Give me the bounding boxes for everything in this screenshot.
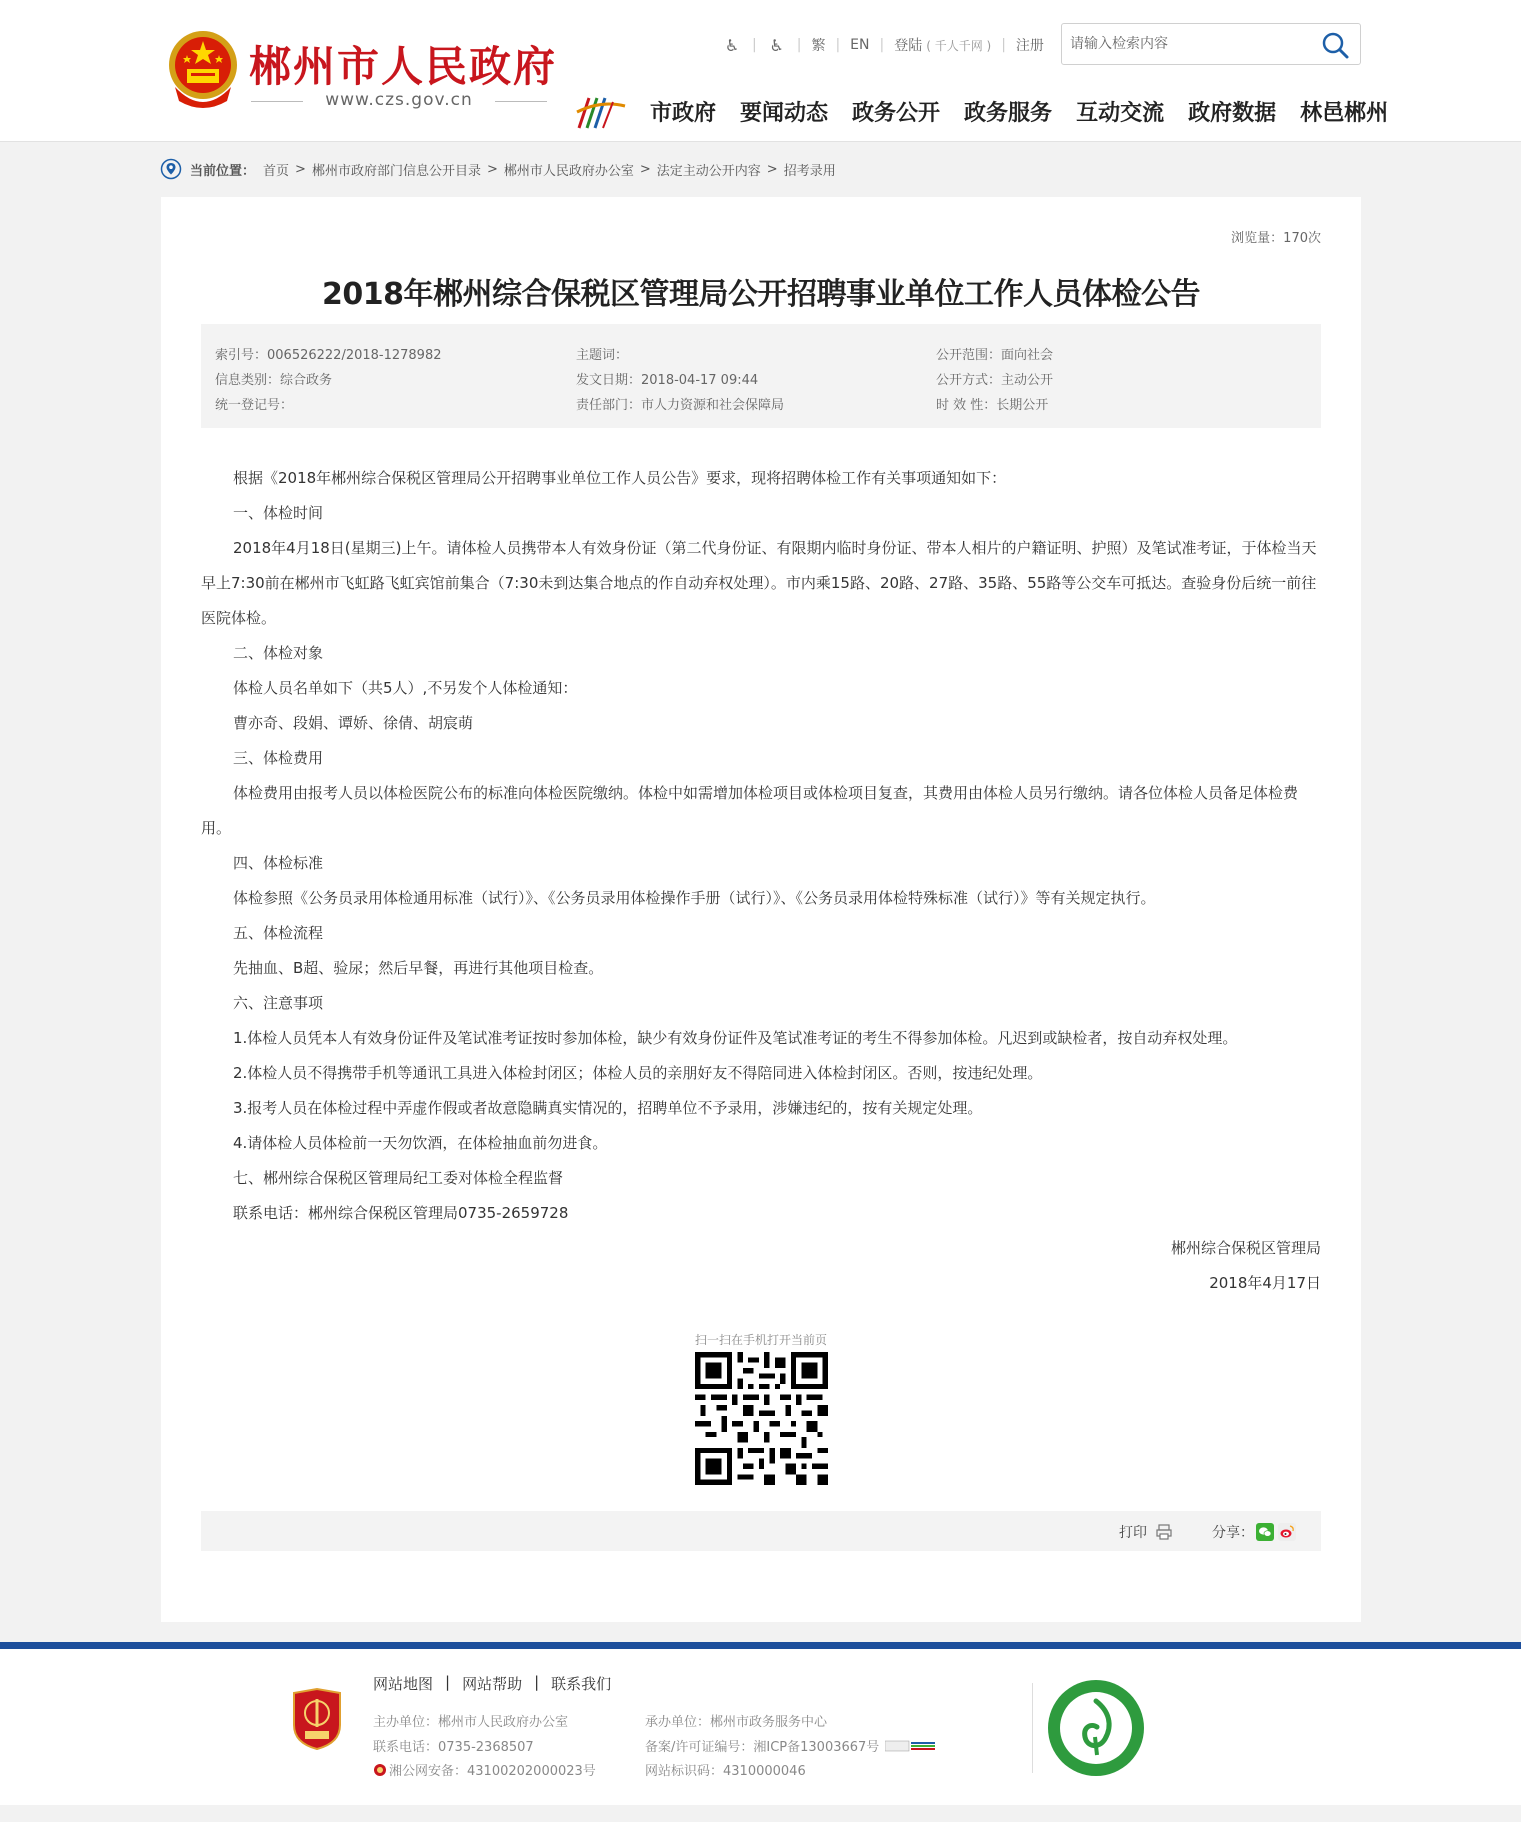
article-container — [161, 197, 1361, 1622]
section-heading: 七、郴州综合保税区管理局纪工委对体检全程监督 — [233, 1169, 564, 1187]
accessibility-icon[interactable]: ♿ — [724, 35, 740, 55]
location-pin-icon — [160, 158, 182, 180]
nav-item-interaction[interactable]: 互动交流 — [1076, 101, 1165, 126]
print-label: 打印 — [1119, 1525, 1147, 1541]
party-gov-badge-icon[interactable] — [290, 1687, 344, 1751]
section-heading: 五、体检流程 — [233, 924, 324, 942]
search-icon[interactable] — [1320, 30, 1350, 60]
meta-scope: 公开范围：面向社会 — [936, 348, 1054, 363]
register-link[interactable]: 注册 — [1015, 38, 1044, 54]
breadcrumb-gov-office[interactable]: 郴州市人民政府办公室 — [503, 163, 634, 179]
qr-code-icon — [695, 1352, 828, 1485]
civilization-city-logo[interactable] — [1045, 1677, 1147, 1779]
meta-validity: 时 效 性：长期公开 — [936, 398, 1049, 413]
site-name[interactable]: 郴州市人民政府 — [249, 42, 558, 91]
meta-method: 公开方式：主动公开 — [936, 373, 1054, 388]
view-count: 浏览量：170次 — [1231, 231, 1321, 246]
article-meta — [201, 324, 1321, 428]
nav-item-linyi-chenzhou[interactable]: 林邑郴州 — [1300, 101, 1389, 126]
footer-undertaker: 承办单位：郴州市政务服务中心 — [645, 1715, 828, 1730]
footer-links: 网站地图 | 网站帮助 | 联系我们 — [373, 1673, 612, 1693]
section-heading: 四、体检标准 — [233, 854, 324, 872]
cnzz-icon[interactable] — [885, 1740, 937, 1752]
footer-police-text: 湘公网安备：43100202000023号 — [389, 1764, 596, 1779]
police-badge-icon — [373, 1763, 387, 1777]
site-url-block — [251, 90, 547, 112]
section-heading: 二、体检对象 — [233, 644, 324, 662]
meta-subject: 主题词： — [576, 348, 629, 363]
login-link[interactable]: 登陆 — [894, 38, 923, 54]
nav-item-news[interactable]: 要闻动态 — [740, 101, 829, 126]
paragraph: 4.请体检人员体检前一天勿饮酒，在体检抽血前勿进食。 — [233, 1134, 608, 1152]
breadcrumb-separator: > — [639, 161, 651, 177]
section-heading: 一、体检时间 — [233, 504, 324, 522]
article-title: 2018年郴州综合保税区管理局公开招聘事业单位工作人员体检公告 — [322, 277, 1200, 312]
section-heading: 三、体检费用 — [233, 749, 324, 767]
paragraph: 2018年4月18日(星期三)上午。请体检人员携带本人有效身份证（第二代身份证、有限期内临时身份证、带本人相片的户籍证明、护照）及笔试准考证，于体检当天早上7:30前在郴州市飞虹路飞虹宾馆前集合（7:30未到达集合地点的作自动弃权处理）。市内乘15路、20路、27路、35路、55路等公交车可抵达。查验身份后统一前往医院体检。 — [201, 539, 1317, 627]
paragraph: 先抽血、B超、验尿；然后早餐，再进行其他项目检查。 — [233, 959, 604, 977]
elder-mode-icon[interactable]: ♿ — [769, 35, 784, 55]
nav-item-gov-services[interactable]: 政务服务 — [964, 101, 1053, 126]
meta-category: 信息类别：综合政务 — [215, 373, 333, 388]
article-body — [201, 461, 1321, 1301]
meta-date: 发文日期：2018-04-17 09:44 — [576, 373, 759, 388]
print-button[interactable] — [1119, 1522, 1173, 1542]
footer-link-help[interactable]: 网站帮助 — [462, 1675, 523, 1693]
footer-icp[interactable] — [645, 1736, 937, 1755]
paragraph: 体检参照《公务员录用体检通用标准（试行）》、《公务员录用体检操作手册（试行）》、《公务员录用体检特殊标准（试行）》等有关规定执行。 — [233, 889, 1156, 907]
nav-item-city-government[interactable]: 市政府 — [650, 101, 717, 126]
paragraph: 曹亦奇、段娟、谭娇、徐倩、胡宸萌 — [233, 714, 474, 732]
footer-site-id: 网站标识码：4310000046 — [645, 1764, 806, 1779]
top-links: ♿ | ♿ | 繁 | EN | 登陆 ( 千人千网 ) | 注册 — [722, 34, 1044, 56]
meta-reg-no: 统一登记号： — [215, 398, 294, 413]
paragraph: 根据《2018年郴州综合保税区管理局公开招聘事业单位工作人员公告》要求，现将招聘体检工作有关事项通知如下： — [233, 469, 1007, 487]
footer-host: 主办单位：郴州市人民政府办公室 — [373, 1715, 569, 1730]
meta-index-no: 索引号：006526222/2018-1278982 — [215, 348, 442, 363]
signature: 郴州综合保税区管理局 — [1170, 1239, 1321, 1257]
header — [0, 0, 1521, 142]
sign-date: 2018年4月17日 — [1209, 1274, 1321, 1292]
paragraph: 联系电话：郴州综合保税区管理局0735-2659728 — [233, 1204, 569, 1222]
paragraph: 3.报考人员在体检过程中弄虚作假或者故意隐瞒真实情况的，招聘单位不予录用，涉嫌违纪的，按有关规定处理。 — [233, 1099, 983, 1117]
paragraph: 2.体检人员不得携带手机等通讯工具进入体检封闭区；体检人员的亲朋好友不得陪同进入体检封闭区。否则，按违纪处理。 — [233, 1064, 1043, 1082]
share-block — [1212, 1522, 1296, 1542]
paragraph: 体检人员名单如下（共5人）,不另发个人体检通知： — [233, 679, 578, 697]
breadcrumb-separator: > — [295, 161, 306, 177]
weibo-icon[interactable] — [1278, 1523, 1296, 1541]
breadcrumb-separator: > — [486, 161, 498, 177]
meta-department: 责任部门：市人力资源和社会保障局 — [576, 398, 785, 413]
qr-label: 扫一扫在手机打开当前页 — [694, 1333, 827, 1347]
nav-item-gov-affairs-open[interactable]: 政务公开 — [852, 101, 941, 126]
breadcrumb-home[interactable]: 首页 — [263, 163, 290, 179]
footer-link-sitemap[interactable]: 网站地图 — [373, 1675, 434, 1693]
breadcrumb-label: 当前位置： — [190, 163, 256, 179]
wechat-icon[interactable] — [1256, 1523, 1274, 1541]
breadcrumb-recruitment[interactable]: 招考录用 — [783, 163, 836, 179]
footer-police-record[interactable] — [373, 1760, 596, 1779]
english-link[interactable]: EN — [850, 37, 870, 53]
section-heading: 六、注意事项 — [233, 994, 324, 1012]
article-toolbar — [201, 1511, 1321, 1551]
nav-item-gov-data[interactable]: 政府数据 — [1188, 101, 1277, 126]
breadcrumb — [160, 158, 836, 180]
search-input[interactable] — [1070, 32, 1310, 56]
page-bottom-strip — [0, 1805, 1521, 1822]
footer-link-contact[interactable]: 联系我们 — [551, 1675, 612, 1693]
breadcrumb-separator: > — [766, 161, 778, 177]
share-label: 分享： — [1212, 1525, 1254, 1541]
footer-icp-text: 备案/许可证编号：湘ICP备13003667号 — [645, 1740, 880, 1755]
nav-decor-logo — [575, 92, 627, 132]
login-note: ( 千人千网 ) — [926, 38, 992, 53]
print-icon — [1155, 1523, 1173, 1541]
footer — [0, 1649, 1521, 1805]
breadcrumb-statutory-content[interactable]: 法定主动公开内容 — [656, 163, 761, 179]
main-nav — [650, 96, 1388, 127]
footer-divider — [1032, 1683, 1033, 1773]
national-emblem-icon — [167, 27, 239, 113]
paragraph: 1.体检人员凭本人有效身份证件及笔试准考证按时参加体检，缺少有效身份证件及笔试准考证的考生不得参加体检。凡迟到或缺检者，按自动弃权处理。 — [233, 1029, 1238, 1047]
footer-top-bar — [0, 1642, 1521, 1649]
site-url: www.czs.gov.cn — [325, 90, 473, 110]
footer-phone: 联系电话：0735-2368507 — [373, 1740, 534, 1755]
paragraph: 体检费用由报考人员以体检医院公布的标准向体检医院缴纳。体检中如需增加体检项目或体检项目复查，其费用由体检人员另行缴纳。请各位体检人员备足体检费用。 — [201, 784, 1299, 837]
breadcrumb-dept-catalog[interactable]: 郴州市政府部门信息公开目录 — [311, 163, 481, 179]
traditional-chinese-link[interactable]: 繁 — [811, 38, 826, 54]
search-box — [1061, 23, 1361, 65]
